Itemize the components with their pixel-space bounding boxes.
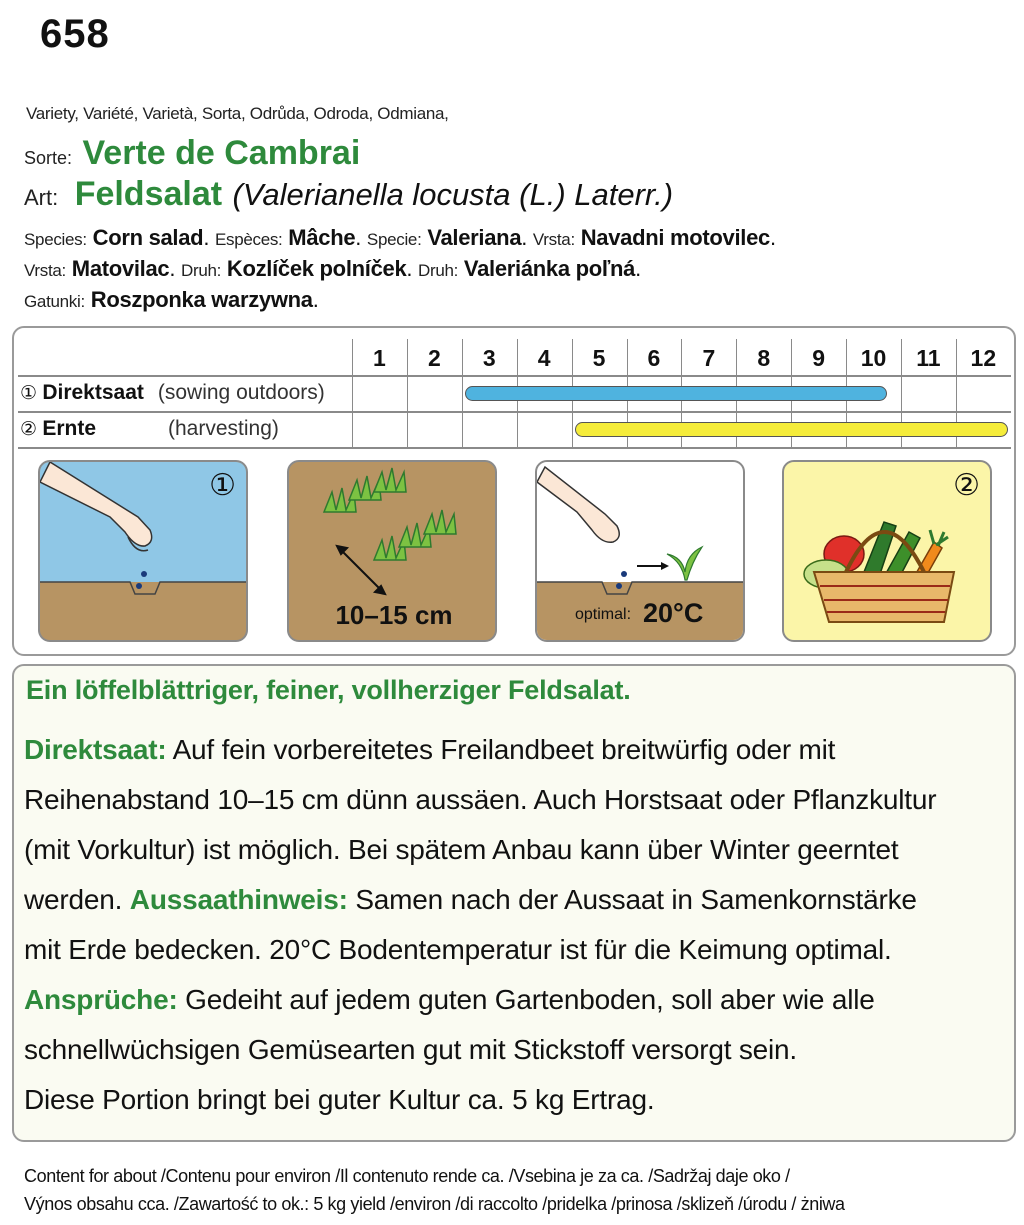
row-number: ② xyxy=(20,419,43,440)
variety-labels: Variety, Variété, Varietà, Sorta, Odrůda, Odroda, Odmiana, xyxy=(26,104,449,123)
month-label: 2 xyxy=(427,345,441,371)
sowing-calendar xyxy=(18,339,1010,447)
text-span: Samen nach der Aussaat in Samenkornstärke xyxy=(347,884,917,915)
text-line: Diese Portion bringt bei guter Kultur ca. 5 kg Ertrag. xyxy=(24,1084,655,1115)
month-label: 3 xyxy=(482,345,496,371)
step-badge-1: ① xyxy=(209,469,236,502)
ansprueche-heading: Ansprüche: xyxy=(24,984,178,1015)
species-value: Navadni motovilec xyxy=(580,225,770,250)
germination-illustration xyxy=(535,460,745,642)
month-label: 10 xyxy=(860,345,887,371)
calendar-period-bar xyxy=(575,422,1008,437)
aussaathinweis-heading: Aussaathinweis: xyxy=(129,884,348,915)
species-label: Specie: xyxy=(366,230,422,249)
species-line-1: Species: Corn salad. Espèces: Mâche. Specie: Valeriana. Vrsta: Navadni motovilec. xyxy=(24,225,776,250)
species-value: Corn salad xyxy=(92,225,204,250)
optimal-temperature: 20°C xyxy=(643,598,704,628)
row-label-en: (sowing outdoors) xyxy=(157,381,325,404)
species-label: Vrsta: xyxy=(24,261,66,280)
row-spacing-label: 10–15 cm xyxy=(335,600,453,630)
sorte-row xyxy=(24,134,360,173)
species-line-3: Gatunki: Roszponka warzywna. xyxy=(24,287,319,312)
row-number: ① xyxy=(20,383,43,404)
species-value: Matovilac xyxy=(71,256,170,281)
text-line: schnellwüchsigen Gemüsearten gut mit Stickstoff versorgt sein. xyxy=(24,1034,797,1065)
row-label-en: (harvesting) xyxy=(168,417,279,440)
month-label: 9 xyxy=(812,345,826,371)
species-label: Druh: xyxy=(180,261,222,280)
sorte-label: Sorte: xyxy=(24,148,73,168)
text-span: Gedeiht auf jedem guten Gartenboden, soll aber wie alle xyxy=(177,984,875,1015)
product-code: 658 xyxy=(40,12,110,56)
month-label: 7 xyxy=(702,345,716,371)
text-line: mit Erde bedecken. 20°C Bodentemperatur ist für die Keimung optimal. xyxy=(24,934,892,965)
yield-footer-line-1: Content for about /Contenu pour environ /Il contenuto rende ca. /Vsebina je za ca. /Sadržaj daje oko / xyxy=(24,1166,790,1186)
text-line xyxy=(24,884,917,916)
text-line xyxy=(24,734,835,766)
month-label: 8 xyxy=(757,345,771,371)
text-line: (mit Vorkultur) ist möglich. Bei spätem Anbau kann über Winter geerntet xyxy=(24,834,899,865)
optimal-label: optimal: xyxy=(575,606,632,623)
species-name: Feldsalat xyxy=(74,175,223,213)
calendar-row-label xyxy=(20,381,325,405)
month-label: 4 xyxy=(537,345,551,371)
species-label: Vrsta: xyxy=(532,230,575,249)
species-value: Roszponka warzywna xyxy=(90,287,313,312)
species-line-2: Vrsta: Matovilac. Druh: Kozlíček polníček. Druh: Valeriánka poľná. xyxy=(24,256,641,281)
yield-footer-line-2: Výnos obsahu cca. /Zawartość to ok.: 5 kg yield /environ /di raccolto /pridelka /prinosa /sklizeň /úrodu / żniwa xyxy=(24,1194,845,1214)
species-value: Valeriánka poľná xyxy=(463,256,636,281)
calendar-period-bar xyxy=(465,386,887,401)
month-label: 12 xyxy=(970,345,997,371)
month-label: 5 xyxy=(592,345,606,371)
species-label: Espèces: xyxy=(214,230,283,249)
direktsaat-heading: Direktsaat: xyxy=(24,734,167,765)
art-row xyxy=(24,175,673,214)
art-label: Art: xyxy=(24,185,59,210)
spacing-illustration xyxy=(287,460,497,642)
text-line: Reihenabstand 10–15 cm dünn aussäen. Auch Horstsaat oder Pflanzkultur xyxy=(24,784,937,815)
calendar-row-label xyxy=(20,417,279,441)
row-label-de: Direktsaat xyxy=(42,381,144,404)
species-label: Druh: xyxy=(418,261,459,280)
variety-name: Verte de Cambrai xyxy=(82,134,361,172)
harvest-illustration xyxy=(782,460,992,642)
species-value: Valeriana xyxy=(427,225,522,250)
step-badge-2: ② xyxy=(953,469,980,502)
germination-hand-icon xyxy=(537,462,745,642)
month-label: 6 xyxy=(647,345,661,371)
sowing-illustration xyxy=(38,460,248,642)
month-label: 11 xyxy=(916,345,941,371)
calendar-grid-line xyxy=(18,447,1011,449)
species-value: Kozlíček polníček xyxy=(226,256,407,281)
description-headline: Ein löffelblättriger, feiner, vollherziger Feldsalat. xyxy=(26,675,631,705)
month-label: 1 xyxy=(373,345,386,371)
species-label: Gatunki: xyxy=(24,292,85,311)
species-value: Mâche xyxy=(288,225,356,250)
text-line xyxy=(24,984,875,1016)
latin-name: (Valerianella locusta (L.) Laterr.) xyxy=(232,177,674,212)
text-span: werden. xyxy=(24,884,130,915)
species-label: Species: xyxy=(24,230,87,249)
text-span: Auf fein vorbereitetes Freilandbeet breitwürfig oder mit xyxy=(166,734,836,765)
row-label-de: Ernte xyxy=(42,417,96,440)
